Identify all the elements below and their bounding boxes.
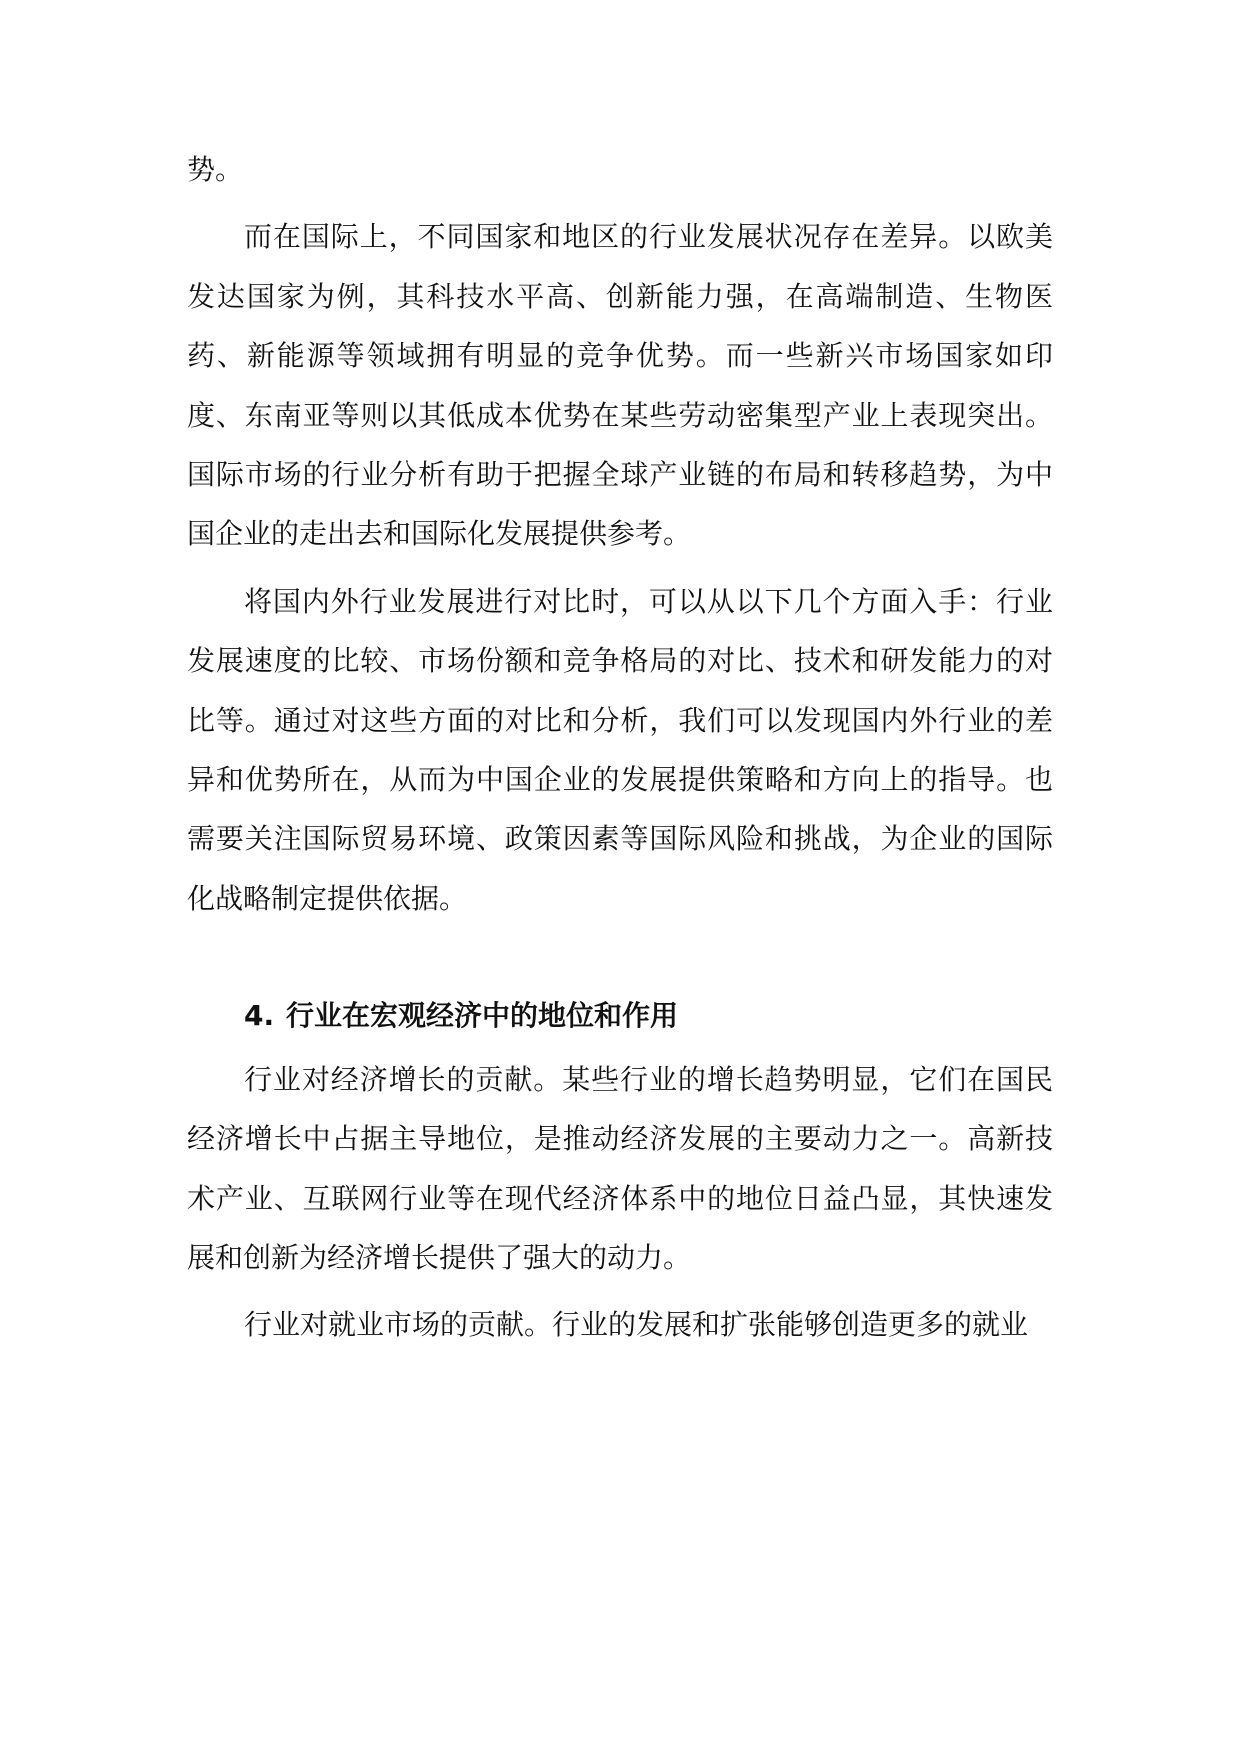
paragraph-continuation: 势。 bbox=[187, 153, 244, 186]
paragraph-economic-growth: 行业对经济增长的贡献。某些行业的增长趋势明显，它们在国民经济增长中占据主导地位，是推动经济发展的主要动力之一。高新技术产业、互联网行业等在现代经济体系中的地位日益凸显，其快速发展和创新为经济增长提供了强大的动力。 bbox=[187, 1062, 1053, 1274]
section-number: 4. bbox=[244, 999, 275, 1033]
paragraph-employment: 行业对就业市场的贡献。行业的发展和扩张能够创造更多的就业 bbox=[244, 1308, 1029, 1342]
document-body bbox=[187, 140, 1053, 1363]
section-heading bbox=[187, 986, 1053, 1045]
paragraph-domestic-foreign-comparison: 将国内外行业发展进行对比时，可以从以下几个方面入手：行业发展速度的比较、市场份额和竞争格局的对比、技术和研发能力的对比等。通过对这些方面的对比和分析，我们可以发现国内外行业的差异和优势所在，从而为中国企业的发展提供策略和方向上的指导。也需要关注国际贸易环境、政策因素等国际风险和挑战，为企业的国际化战略制定提供依据。 bbox=[187, 584, 1053, 915]
section-title: 行业在宏观经济中的地位和作用 bbox=[286, 999, 679, 1033]
paragraph-international-comparison: 而在国际上，不同国家和地区的行业发展状况存在差异。以欧美发达国家为例，其科技水平高、创新能力强，在高端制造、生物医药、新能源等领域拥有明显的竞争优势。而一些新兴市场国家如印度、东南亚等则以其低成本优势在某些劳动密集型产业上表现突出。国际市场的行业分析有助于把握全球产业链的布局和转移趋势，为中国企业的走出去和国际化发展提供参考。 bbox=[187, 220, 1053, 551]
